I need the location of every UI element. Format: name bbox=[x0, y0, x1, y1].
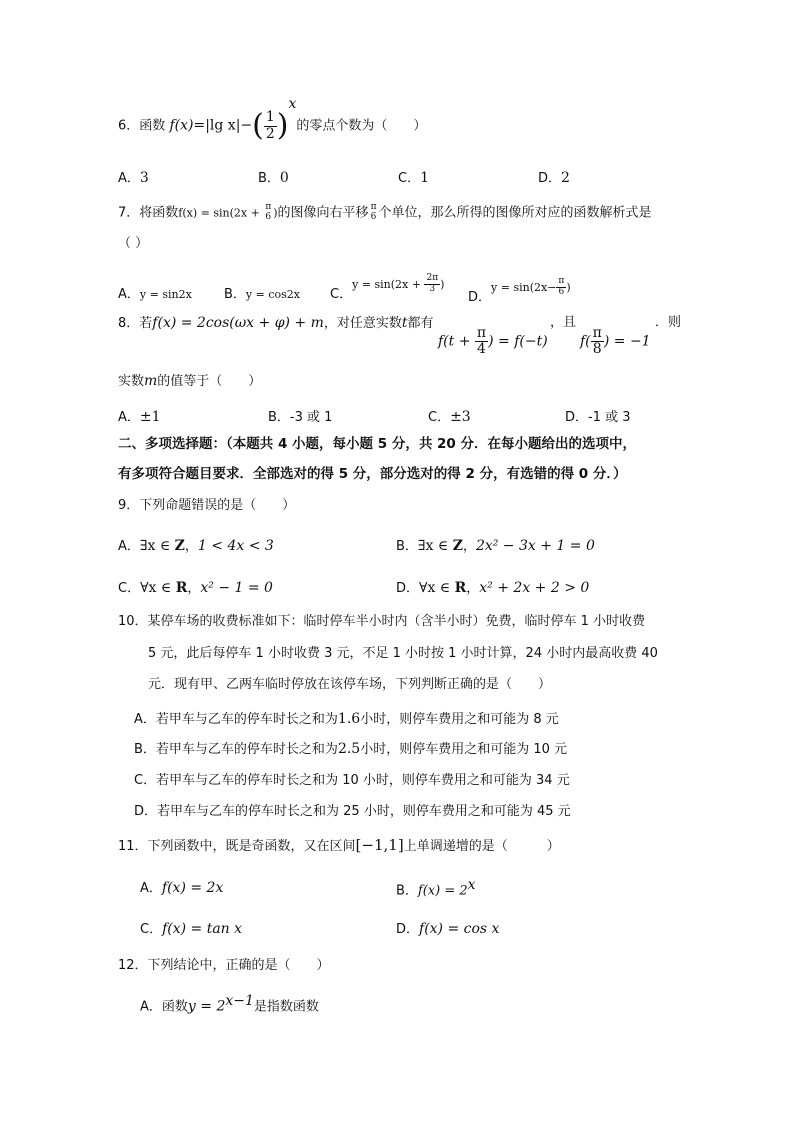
q7-post: 个单位，那么所得的图像所对应的函数解析式是 bbox=[378, 205, 652, 221]
option-frac-num: π bbox=[558, 276, 565, 287]
q8-cond1-num: π bbox=[476, 325, 487, 341]
option-sep: ， bbox=[184, 539, 198, 554]
option-label: A． bbox=[134, 712, 156, 727]
q7-paren: （ ） bbox=[118, 236, 149, 251]
option-set: R bbox=[454, 580, 467, 596]
q6-number: 6． bbox=[118, 118, 140, 134]
q8-cond2-frac bbox=[591, 326, 604, 358]
q9-option-c bbox=[118, 577, 273, 596]
option-label: C． bbox=[140, 922, 163, 937]
option-label: A． bbox=[118, 287, 140, 302]
option-label: D． bbox=[565, 410, 589, 425]
option-expr: 2x² − 3x + 1 = 0 bbox=[475, 538, 595, 554]
q8-number: 8． bbox=[118, 316, 140, 331]
q6-eq: = bbox=[193, 117, 206, 134]
option-value-pre: y = sin(2x− bbox=[491, 281, 557, 294]
q8-line2 bbox=[118, 373, 261, 390]
option-val: 1.6 bbox=[337, 711, 361, 727]
option-expr: f(x) = 2 bbox=[417, 883, 468, 899]
q7-option-d bbox=[468, 276, 571, 305]
q8-cond1-post: ) = f(−t) bbox=[488, 333, 548, 350]
q11-stem bbox=[118, 836, 560, 855]
q6-fx: f(x) bbox=[169, 117, 194, 134]
option-value: y = cos2x bbox=[245, 288, 300, 301]
option-expr: y = 2 bbox=[187, 998, 226, 1015]
option-label: A． bbox=[140, 881, 162, 896]
q8-option-c bbox=[428, 406, 471, 425]
q7-option-b bbox=[224, 283, 300, 302]
option-quantifier: ∃x ∈ bbox=[139, 538, 175, 554]
q8-cond1-den: 4 bbox=[477, 341, 486, 358]
q7-pre: 将函数 bbox=[139, 205, 179, 221]
q8-cond2-post: ) = −1 bbox=[603, 333, 651, 350]
q8-post: ．则 bbox=[655, 315, 682, 330]
q6-pre: 函数 bbox=[139, 118, 166, 134]
option-label: D． bbox=[468, 290, 492, 305]
q7-func-frac bbox=[263, 203, 273, 223]
option-frac-den: 3 bbox=[429, 284, 436, 294]
q12-stem: 12．下列结论中，正确的是（ ） bbox=[118, 958, 330, 973]
option-value: ±1 bbox=[139, 409, 161, 425]
option-expr: f(x) = 2x bbox=[161, 880, 224, 896]
q9-option-b bbox=[396, 535, 595, 554]
option-value-post: ) bbox=[566, 281, 571, 294]
option-label: B． bbox=[268, 410, 290, 425]
option-value: 0 bbox=[279, 170, 289, 186]
q8-var-m: m bbox=[144, 373, 158, 389]
q8-option-a bbox=[118, 406, 161, 425]
q8-var-t: t bbox=[401, 315, 408, 331]
option-expr: x² − 1 = 0 bbox=[200, 580, 273, 596]
q6-option-d bbox=[538, 167, 570, 186]
option-post: 小时，则停车费用之和可能为 8 元 bbox=[360, 712, 559, 727]
q12-option-a bbox=[140, 993, 319, 1014]
option-sup: x bbox=[467, 877, 476, 893]
q6-frac-den: 2 bbox=[265, 125, 275, 142]
option-label: C． bbox=[428, 410, 451, 425]
q6-option-c bbox=[398, 167, 429, 186]
section2-heading-line1: 二、多项选择题：（本题共 4 小题，每小题 5 分，共 20 分．在每小题给出的选项中， bbox=[118, 436, 637, 452]
q10-option-d bbox=[134, 800, 571, 819]
option-pre: 函数 bbox=[161, 999, 188, 1015]
option-value: 1 bbox=[420, 170, 429, 186]
q7-func-frac-num: π bbox=[265, 202, 272, 212]
option-quantifier: ∀x ∈ bbox=[140, 580, 176, 596]
option-value: 3 bbox=[139, 170, 149, 186]
option-label: B． bbox=[396, 883, 418, 899]
q10-line1: 10．某停车场的收费标准如下：临时停车半小时内（含半小时）免费，临时停车 1 小时收费 bbox=[118, 614, 646, 629]
q6-post: 的零点个数为（ ） bbox=[296, 118, 427, 134]
q6-minus: − bbox=[240, 117, 253, 134]
option-value: -1 或 3 bbox=[588, 410, 631, 425]
q8-option-d bbox=[565, 406, 631, 425]
option-label: D． bbox=[134, 804, 158, 819]
option-pre: 若甲车与乙车的停车时长之和为 bbox=[155, 742, 338, 757]
q6-fraction bbox=[264, 110, 277, 142]
q6-abs: |lg x| bbox=[205, 117, 241, 134]
q9-stem: 9．下列命题错误的是（ ） bbox=[118, 498, 296, 513]
q6-lparen: ( bbox=[252, 108, 264, 143]
option-label: D． bbox=[396, 922, 420, 937]
q8-cond1 bbox=[438, 326, 548, 358]
q7-shift-frac-den: 6 bbox=[370, 211, 377, 222]
q8-mid: ，对任意实数 bbox=[323, 316, 402, 331]
q8-cond2-num: π bbox=[592, 325, 602, 341]
option-sep: ， bbox=[187, 581, 201, 596]
q10-option-a bbox=[134, 708, 559, 727]
option-sep: ， bbox=[466, 581, 480, 596]
q10-option-c bbox=[134, 769, 570, 788]
option-quantifier: ∃x ∈ bbox=[417, 538, 453, 554]
q7-stem bbox=[118, 203, 652, 223]
q6-option-b bbox=[258, 167, 289, 186]
option-expr: 1 < 4x < 3 bbox=[197, 538, 274, 554]
q10-line2: 5 元，此后每停车 1 小时收费 3 元，不足 1 小时按 1 小时计算，24 小时内最高收费 40 bbox=[148, 646, 658, 661]
option-label: B． bbox=[224, 287, 246, 302]
q8-line2-pre: 实数 bbox=[118, 374, 145, 389]
q8-pre: 若 bbox=[139, 316, 153, 331]
q9-option-a bbox=[118, 535, 274, 554]
q7-mid: 的图像向右平移 bbox=[277, 205, 369, 221]
q7-shift-frac bbox=[369, 203, 379, 223]
option-set: R bbox=[175, 580, 188, 596]
option-pre: 若甲车与乙车的停车时长之和为 bbox=[155, 712, 338, 727]
option-post: 是指数函数 bbox=[253, 999, 319, 1015]
option-expr: x² + 2x + 2 > 0 bbox=[479, 580, 590, 596]
q7-func-close: ) bbox=[273, 206, 278, 220]
option-label: D． bbox=[538, 171, 562, 186]
option-post: 小时，则停车费用之和可能为 10 元 bbox=[360, 742, 568, 757]
q7-number: 7． bbox=[118, 205, 140, 221]
q6-exp: x bbox=[288, 96, 297, 113]
q8-mid2: 都有 bbox=[407, 316, 434, 331]
q11-pre: 11．下列函数中，既是奇函数，又在区间 bbox=[118, 839, 356, 854]
option-expr: f(x) = tan x bbox=[162, 921, 243, 937]
q8-cond2 bbox=[580, 326, 651, 358]
q8-mid3: ，且 bbox=[550, 315, 577, 330]
option-val: 25 bbox=[343, 804, 360, 819]
option-label: C． bbox=[118, 581, 141, 596]
option-frac-num: 2π bbox=[426, 273, 439, 284]
q11-option-d bbox=[396, 918, 499, 937]
option-value-pre: y = sin(2x + bbox=[352, 278, 425, 291]
q7-option-c bbox=[330, 273, 445, 302]
option-label: C． bbox=[398, 171, 421, 186]
option-val: 2.5 bbox=[337, 741, 361, 757]
option-post: 小时，则停车费用之和可能为 45 元 bbox=[359, 804, 571, 819]
option-label: B． bbox=[134, 742, 156, 757]
q6-stem bbox=[118, 96, 427, 144]
option-pre: 若甲车与乙车的停车时长之和为 bbox=[157, 804, 344, 819]
option-label: A． bbox=[118, 171, 140, 186]
option-set: Z bbox=[452, 538, 463, 554]
option-label: A． bbox=[118, 539, 140, 554]
option-label: C． bbox=[330, 287, 353, 302]
option-pre: 若甲车与乙车的停车时长之和为 bbox=[156, 773, 343, 788]
option-frac bbox=[424, 274, 440, 295]
option-frac-den: 6 bbox=[558, 287, 565, 297]
q7-func-frac-den: 6 bbox=[265, 211, 272, 222]
q11-option-c bbox=[140, 918, 242, 937]
option-val: 10 bbox=[342, 773, 359, 788]
q8-cond1-pre: f(t + bbox=[438, 333, 475, 350]
option-value: -3 或 1 bbox=[289, 410, 333, 425]
q7-func: f(x) = sin(2x + bbox=[178, 206, 264, 220]
option-set: Z bbox=[174, 538, 185, 554]
option-expr: f(x) = cos x bbox=[419, 921, 500, 937]
q8-cond1-frac bbox=[475, 326, 488, 358]
q7-option-a bbox=[118, 283, 192, 302]
q8-option-b bbox=[268, 406, 332, 425]
option-quantifier: ∀x ∈ bbox=[419, 580, 455, 596]
q8-cond2-den: 8 bbox=[592, 341, 602, 358]
option-frac bbox=[556, 277, 566, 298]
option-value: ±3 bbox=[450, 409, 471, 425]
option-label: B． bbox=[258, 171, 280, 186]
q6-frac-num: 1 bbox=[265, 109, 275, 126]
option-label: A． bbox=[140, 999, 162, 1015]
q10-line3: 元．现有甲、乙两车临时停放在该停车场，下列判断正确的是（ ） bbox=[148, 677, 552, 692]
section2-heading-line2: 有多项符合题目要求．全部选对的得 5 分，部分选对的得 2 分，有选错的得 0 分．） bbox=[118, 466, 627, 482]
q8-func: f(x) = 2cos(ωx + φ) + m bbox=[152, 315, 324, 331]
option-label: B． bbox=[396, 539, 418, 554]
option-label: A． bbox=[118, 410, 140, 425]
q11-option-a bbox=[140, 877, 223, 896]
option-post: 小时，则停车费用之和可能为 34 元 bbox=[358, 773, 570, 788]
option-label: C． bbox=[134, 773, 157, 788]
option-value: 2 bbox=[561, 170, 570, 186]
q9-option-d bbox=[396, 577, 589, 596]
q7-shift-frac-num: π bbox=[370, 202, 377, 212]
option-sup: x−1 bbox=[225, 993, 254, 1009]
q10-option-b bbox=[134, 738, 567, 757]
option-value-post: ) bbox=[440, 278, 445, 291]
option-value: y = sin2x bbox=[139, 288, 192, 301]
option-sep: ， bbox=[462, 539, 476, 554]
option-label: D． bbox=[396, 581, 420, 596]
q8-line2-post: 的值等于（ ） bbox=[157, 374, 262, 389]
q11-post: 上单调递增的是（ ） bbox=[403, 839, 560, 854]
q8-cond2-pre: f( bbox=[580, 333, 591, 350]
q6-rparen: ) bbox=[276, 108, 289, 143]
q11-option-b bbox=[396, 877, 476, 898]
q6-option-a bbox=[118, 167, 149, 186]
q11-interval: [−1,1] bbox=[355, 836, 404, 854]
q8-stem bbox=[118, 315, 434, 332]
